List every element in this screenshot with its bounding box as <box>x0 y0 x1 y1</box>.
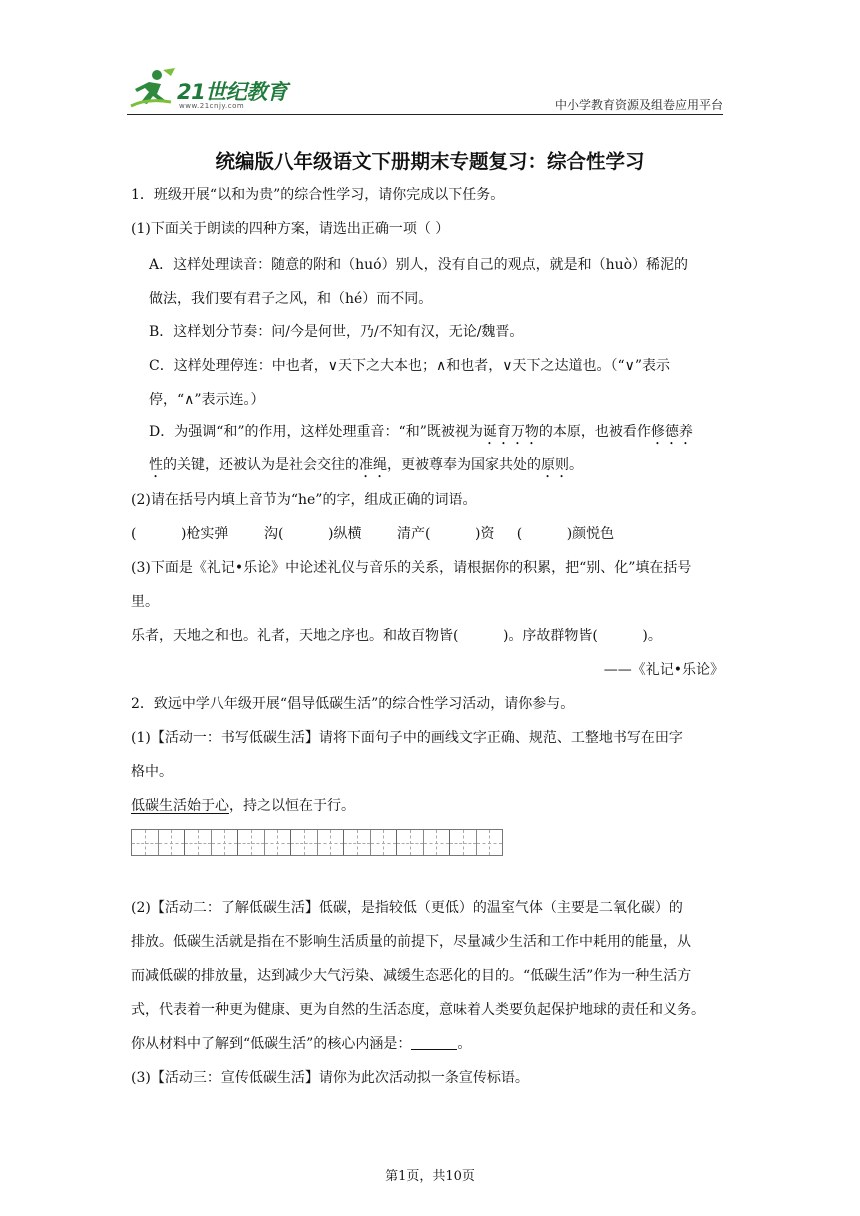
q2-sentence <box>131 796 355 816</box>
q1-option-a-line2: 做法，我们要有君子之风，和（hé）而不同。 <box>149 291 433 307</box>
q2-sub1-line1: (1)【活动一：书写低碳生活】请将下面句子中的画线文字正确、规范、工整地书写在田字 <box>131 730 683 746</box>
text-run: 的关键，还被认为是社会交往的 <box>163 457 359 473</box>
logo-text: 21世纪教育 <box>177 80 288 104</box>
q1-option-a-line1: A．这样处理读音：随意的附和（huó）别人，没有自己的观点，就是和（huò）稀泥的 <box>149 257 689 273</box>
q1-sub3-source: ——《礼记•乐论》 <box>603 662 724 678</box>
grid-cell-pair[interactable] <box>291 830 344 855</box>
q2-sub2-line2: 排放。低碳生活就是指在不影响生活质量的前提下，尽量减少生活和工作中耗用的能量，从 <box>131 934 691 950</box>
q2-sub2-line3: 而减低碳的排放量，达到减少大气污染、减缓生态恶化的目的。“低碳生活”作为一种生活方 <box>131 968 692 984</box>
q2-stem: 2．致远中学八年级开展“倡导低碳生活”的综合性学习活动，请你参与。 <box>131 696 575 712</box>
q1-sub1: (1)下面关于朗读的四种方案，请选出正确一项（ ） <box>131 221 450 237</box>
q2-sub1-line2: 格中。 <box>131 764 173 780</box>
emphasized-text: 性 <box>149 457 163 473</box>
q2-sub2-line5 <box>131 1034 471 1054</box>
text-run: 。 <box>569 457 583 473</box>
grid-cell-pair[interactable] <box>185 830 238 855</box>
q1-option-c-line2: 停，“∧”表示连。） <box>149 392 265 408</box>
grid-cell-pair[interactable] <box>132 830 185 855</box>
emphasized-text: 准绳 <box>359 457 387 473</box>
text-run: ，持之以恒在于行。 <box>229 798 355 814</box>
page-title: 统编版八年级语文下册期末专题复习：综合性学习 <box>215 150 645 173</box>
q2-sub3: (3)【活动三：宣传低碳生活】请你为此次活动拟一条宣传标语。 <box>131 1070 529 1086</box>
q1-sub3-text: 乐者，天地之和也。礼者，天地之序也。和故百物皆( )。序故群物皆( )。 <box>131 628 662 644</box>
q1-sub3-line1: (3)下面是《礼记•乐论》中论述礼仪与音乐的关系，请根据你的积累，把“别、化”填在括号 <box>131 560 692 576</box>
q1-option-d-line1 <box>149 422 693 448</box>
tianzige-grid[interactable] <box>131 829 503 856</box>
logo-url: www.21cnjy.com <box>179 102 245 110</box>
emphasized-text: 诞育万物 <box>482 424 539 440</box>
q1-stem: 1．班级开展“以和为贵”的综合性学习，请你完成以下任务。 <box>131 187 505 203</box>
text-run: 你从材料中了解到“低碳生活”的核心内涵是： <box>131 1036 412 1052</box>
underlined-text: 低碳生活始于心 <box>131 798 229 814</box>
text-run: D．为强调“和”的作用，这样处理重音：“和”既被视为 <box>149 424 483 440</box>
emphasized-text: 修德养 <box>650 424 693 440</box>
text-run: 。 <box>457 1036 472 1052</box>
q1-sub3-line2: 里。 <box>131 594 159 610</box>
text-run: 的本原，也被看作 <box>538 424 651 440</box>
text-run: ，更被尊奉为国家共处的 <box>387 457 541 473</box>
page-footer: 第1页，共10页 <box>385 1169 475 1184</box>
grid-cell-pair[interactable] <box>238 830 291 855</box>
q1-sub2: (2)请在括号内填上音节为“he”的字，组成正确的词语。 <box>131 492 477 508</box>
grid-cell-pair[interactable] <box>397 830 450 855</box>
q1-sub2-items: ( )枪实弹 沟( )纵横 清产( )资 ( )颜悦色 <box>131 526 615 542</box>
answer-blank[interactable] <box>411 1035 457 1050</box>
q1-option-d-line2 <box>149 455 583 481</box>
runner-logo-icon <box>127 66 179 114</box>
q1-option-b: B．这样划分节奏：问/今是何世，乃/不知有汉，无论/魏晋。 <box>149 324 524 340</box>
grid-cell-pair[interactable] <box>450 830 502 855</box>
emphasized-text: 原则 <box>541 457 569 473</box>
page-header <box>127 66 723 116</box>
header-divider <box>127 114 723 115</box>
platform-name: 中小学教育资源及组卷应用平台 <box>554 98 723 112</box>
grid-cell-pair[interactable] <box>344 830 397 855</box>
q2-sub2-line1: (2)【活动二：了解低碳生活】低碳，是指较低（更低）的温室气体（主要是二氧化碳）的 <box>131 900 683 916</box>
q1-option-c-line1: C．这样处理停连：中也者，∨天下之大本也；∧和也者，∨天下之达道也。（“∨”表示 <box>149 358 671 374</box>
q2-sub2-line4: 式，代表着一种更为健康、更为自然的生活态度，意味着人类要负起保护地球的责任和义务。 <box>131 1002 705 1018</box>
